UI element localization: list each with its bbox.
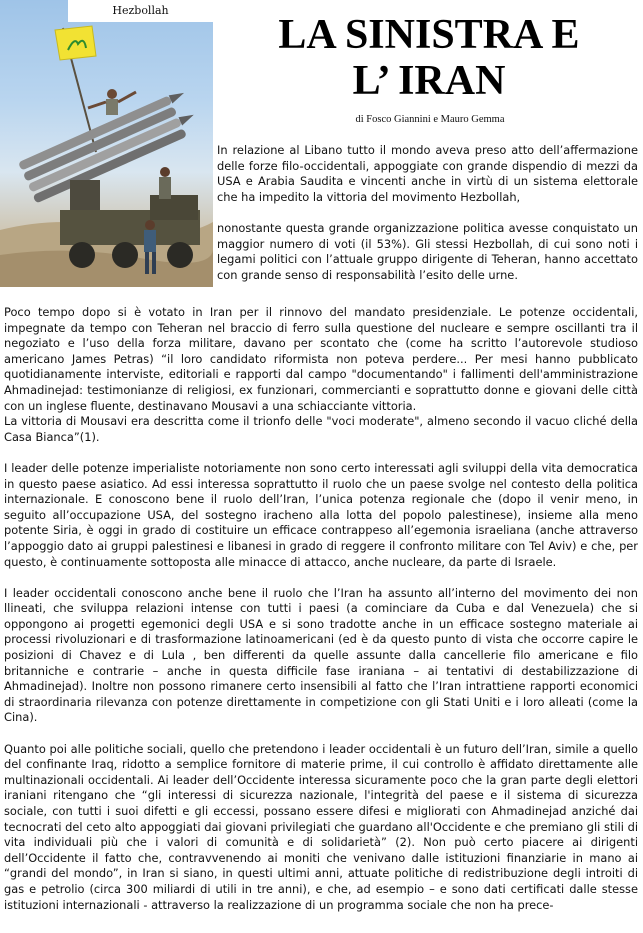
- article-intro: [217, 143, 638, 299]
- body-paragraph: La vittoria di Mousavi era descritta come il trionfo delle "voci moderate", almeno secondo il vacuo cliché della Casa Bianca”(1).: [4, 414, 638, 444]
- rocket-launcher-truck-icon: [0, 0, 213, 287]
- photo-caption: Hezbollah: [68, 0, 213, 22]
- article-byline: di Fosco Giannini e Mauro Gemma: [355, 114, 505, 125]
- article-title: [215, 12, 643, 104]
- hezbollah-photo: [0, 0, 213, 287]
- intro-paragraph: nonostante questa grande organizzazione politica avesse conquistato un maggior numero di voti (il 53%). Gli stessi Hezbollah, di cui sono noti i legami politici con l’attuale gruppo dirigente di Teheran, hanno accettato con grande senso di responsabilità l’esito delle urne.: [217, 220, 638, 282]
- intro-paragraph: In relazione al Libano tutto il mondo aveva preso atto dell’affermazione delle forze filo-occidentali, appoggiate con grande dispendio di mezzi da USA e Arabia Saudita e vincenti anche in virtù di un sistema elettorale che ha impedito la vittoria del movimento Hezbollah,: [217, 143, 638, 204]
- body-paragraph: Poco tempo dopo si è votato in Iran per il rinnovo del mandato presidenziale. Le potenze occidentali, impegnate da tempo con Teheran nel braccio di ferro sulla questione del nucleare e sempre oscillanti tra il negoziato e l’uso della forza militare, davano per scontato che (come ha scritto l’autorevole studioso americano James Petras) “il loro candidato riformista non poteva perdere... Per mesi hanno pubblicato quotidianamente interviste, editoriali e rapporti dal campo "documentando" i fallimenti dell'amministrazione Ahmadinejad: testimonianze di religiosi, ex funzionari, commercianti e soprattutto donne e giovani delle città con un inglese fluente, destinavano Mousavi a una schiacciante vittoria.: [4, 305, 638, 413]
- article-body: [4, 305, 638, 929]
- body-paragraph: Quanto poi alle politiche sociali, quello che pretendono i leader occidentali è un futuro dell’Iran, simile a quello del confinante Iraq, ridotto a semplice fornitore di materie prime, il cui controllo è affidato direttamente alle multinazionali occidentali. Ai leader dell’Occidente interessa sicuramente poco che la gran parte degli elettori iraniani ritengano che “gli interessi di sicurezza nazionale, l'integrità del paese e il sistema di sicurezza sociale, con tutti i suoi difetti e gli eccessi, possano essere difesi e migliorati con Ahmadinejad anziché dai tecnocrati del ceto alto appoggiati dai giovani privilegiati che guardano all'Occidente e che premiano gli stili di vita individuali più che i valori di comunità e di solidarietà” (2). Non può certo piacere ai dirigenti dell’Occidente il fatto che, contravvenendo ai moniti che venivano dalle istituzioni finanziarie in mano ai “grandi del mondo”, in Iran si siano, in questi ultimi anni, attuate politiche di redistribuzione degli introiti di gas e petrolio (circa 300 miliardi di utili in tre anni), e che, ad esempio – e sono dati certificati dalle stesse istituzioni internazionali - attraverso la realizzazione di un programma sociale che non ha prece-: [4, 741, 638, 912]
- body-paragraph: I leader occidentali conoscono anche bene il ruolo che l’Iran ha assunto all’interno del movimento dei non llineati, che sviluppa relazioni intense con tutti i paesi (a cominciare da Cuba e dal Venezuela) che si oppongono ai progetti egemonici degli USA e si sono tradotte anche in un efficace sostegno materiale ai processi rivoluzionari e di trasformazione latinoamericani (ed è da questo punto di vista che occorre capire le posizioni di Chavez e di Lula , ben differenti da quelle assunte dalla cancellerie filo americane e filo britanniche e contrarie – anche in questa difficile fase iraniana – ai tentativi di destabilizzazione di Ahmadinejad). Inoltre non possono rimanere certo insensibili al fatto che l’Iran intrattiene rapporti economici di straordinaria rilevanza con potenze direttamente in competizione con gli Stati Uniti e i loro alleati (come la Cina).: [4, 585, 638, 725]
- hezbollah-flag-icon: [55, 26, 96, 60]
- article-title-line-1: LA SINISTRA E: [278, 12, 580, 58]
- body-paragraph: I leader delle potenze imperialiste notoriamente non sono certo interessati agli sviluppi della vita democratica in questo paese asiatico. Ad essi interessa soprattutto il ruolo che un paese svolge nel contesto della politica internazionale. E conoscono bene il ruolo dell’Iran, l’unica potenza regionale che (dopo il venir meno, in seguito all’occupazione USA, del sostegno iracheno alla lotta del popolo palestinese), insieme alla meno potente Siria, è oggi in grado di costituire un efficace contrappeso all’egemonia israeliana (anche attraverso l’appoggio dato ai gruppi palestinesi e libanesi in grado di reggere il confronto militare con Tel Aviv) e che, per questo, è continuamente sottoposta alle minacce di attacco, anche nucleare, da parte di Israele.: [4, 460, 638, 569]
- article-title-line-2: L’ IRAN: [352, 58, 506, 104]
